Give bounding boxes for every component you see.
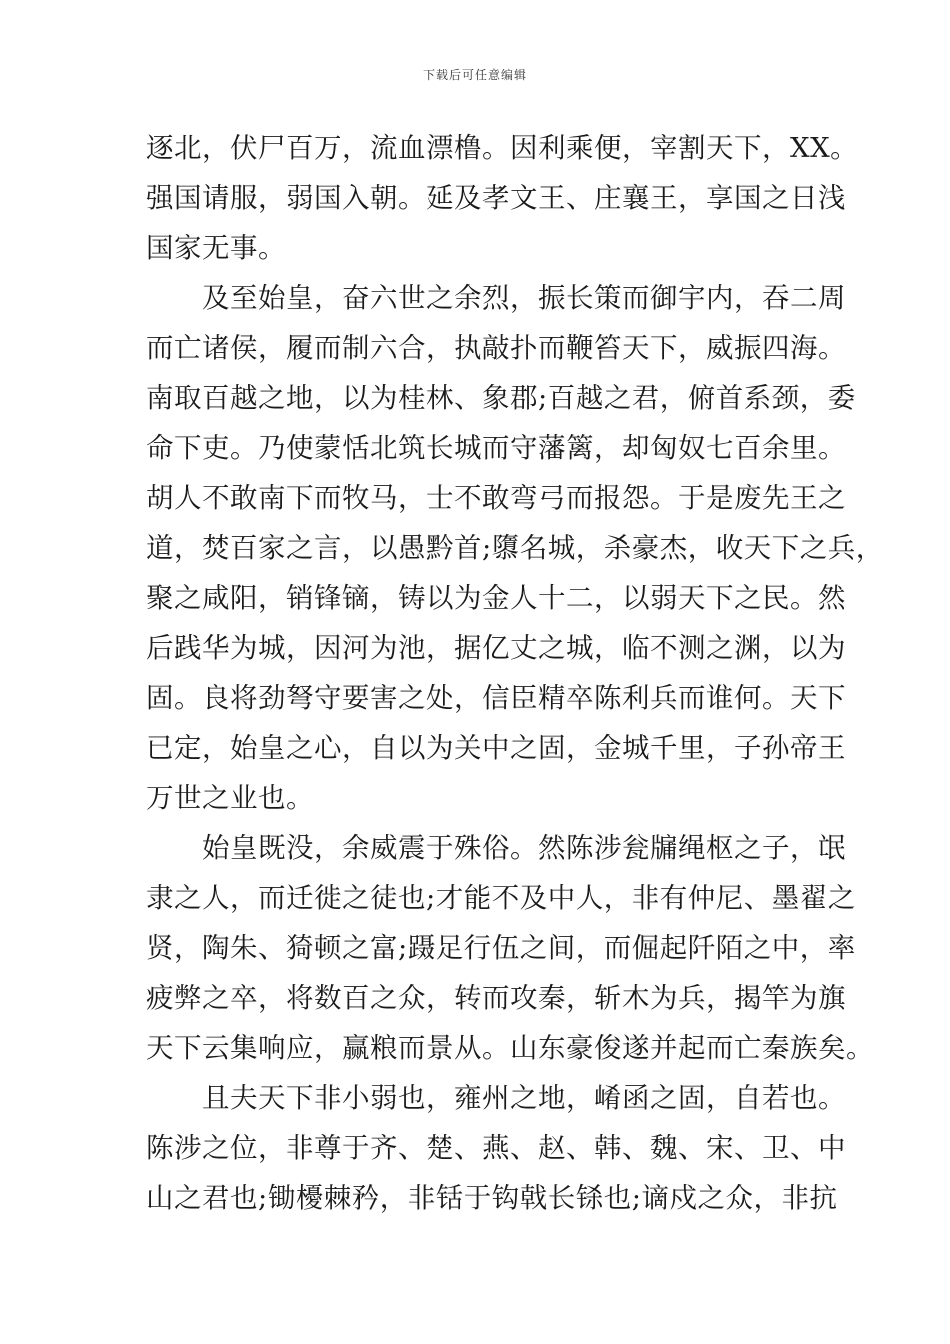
text-line: 后践华为城，因河为池，据亿丈之城，临不测之渊，以为 <box>146 632 846 664</box>
text-line: 国家无事。 <box>146 232 286 264</box>
text-line: 胡人不敢南下而牧马，士不敢弯弓而报怨。于是废先王之 <box>146 482 846 514</box>
text-line: 且夫天下非小弱也，雍州之地，崤函之固，自若也。 <box>146 1082 846 1114</box>
text-line: 疲弊之卒，将数百之众，转而攻秦，斩木为兵，揭竿为旗 <box>146 982 846 1014</box>
text-line: 道，焚百家之言，以愚黔首;隳名城，杀豪杰，收天下之兵， <box>146 532 884 564</box>
text-line: 隶之人，而迁徙之徒也;才能不及中人，非有仲尼、墨翟之 <box>146 882 856 914</box>
text-line: 陈涉之位，非尊于齐、楚、燕、赵、韩、魏、宋、卫、中 <box>146 1132 846 1164</box>
text-line: 已定，始皇之心，自以为关中之固，金城千里，子孙帝王 <box>146 732 846 764</box>
text-line: 命下吏。乃使蒙恬北筑长城而守藩篱，却匈奴七百余里。 <box>146 432 846 464</box>
text-line: 南取百越之地，以为桂林、象郡;百越之君，俯首系颈，委 <box>146 382 856 414</box>
text-line: 逐北，伏尸百万，流血漂橹。因利乘便，宰割天下，XX。 <box>146 132 859 164</box>
text-line: 天下云集响应，赢粮而景从。山东豪俊遂并起而亡秦族矣。 <box>146 1032 874 1064</box>
text-line: 万世之业也。 <box>146 782 314 814</box>
text-line: 山之君也;锄櫌棘矜，非铦于钩戟长铩也;谪戍之众，非抗 <box>146 1182 838 1214</box>
page-header-note: 下载后可任意编辑 <box>422 68 527 82</box>
text-line: 而亡诸侯，履而制六合，执敲扑而鞭笞天下，威振四海。 <box>146 332 846 364</box>
text-line: 聚之咸阳，销锋镝，铸以为金人十二，以弱天下之民。然 <box>146 582 846 614</box>
text-line: 固。良将劲弩守要害之处，信臣精卒陈利兵而谁何。天下 <box>146 682 846 714</box>
document-body <box>146 123 884 1223</box>
text-line: 始皇既没，余威震于殊俗。然陈涉瓮牖绳枢之子，氓 <box>146 832 846 864</box>
text-line: 贤，陶朱、猗顿之富;蹑足行伍之间，而倔起阡陌之中，率 <box>146 932 856 964</box>
text-line: 强国请服，弱国入朝。延及孝文王、庄襄王，享国之日浅 <box>146 182 846 214</box>
text-line: 及至始皇，奋六世之余烈，振长策而御宇内，吞二周 <box>146 282 846 314</box>
